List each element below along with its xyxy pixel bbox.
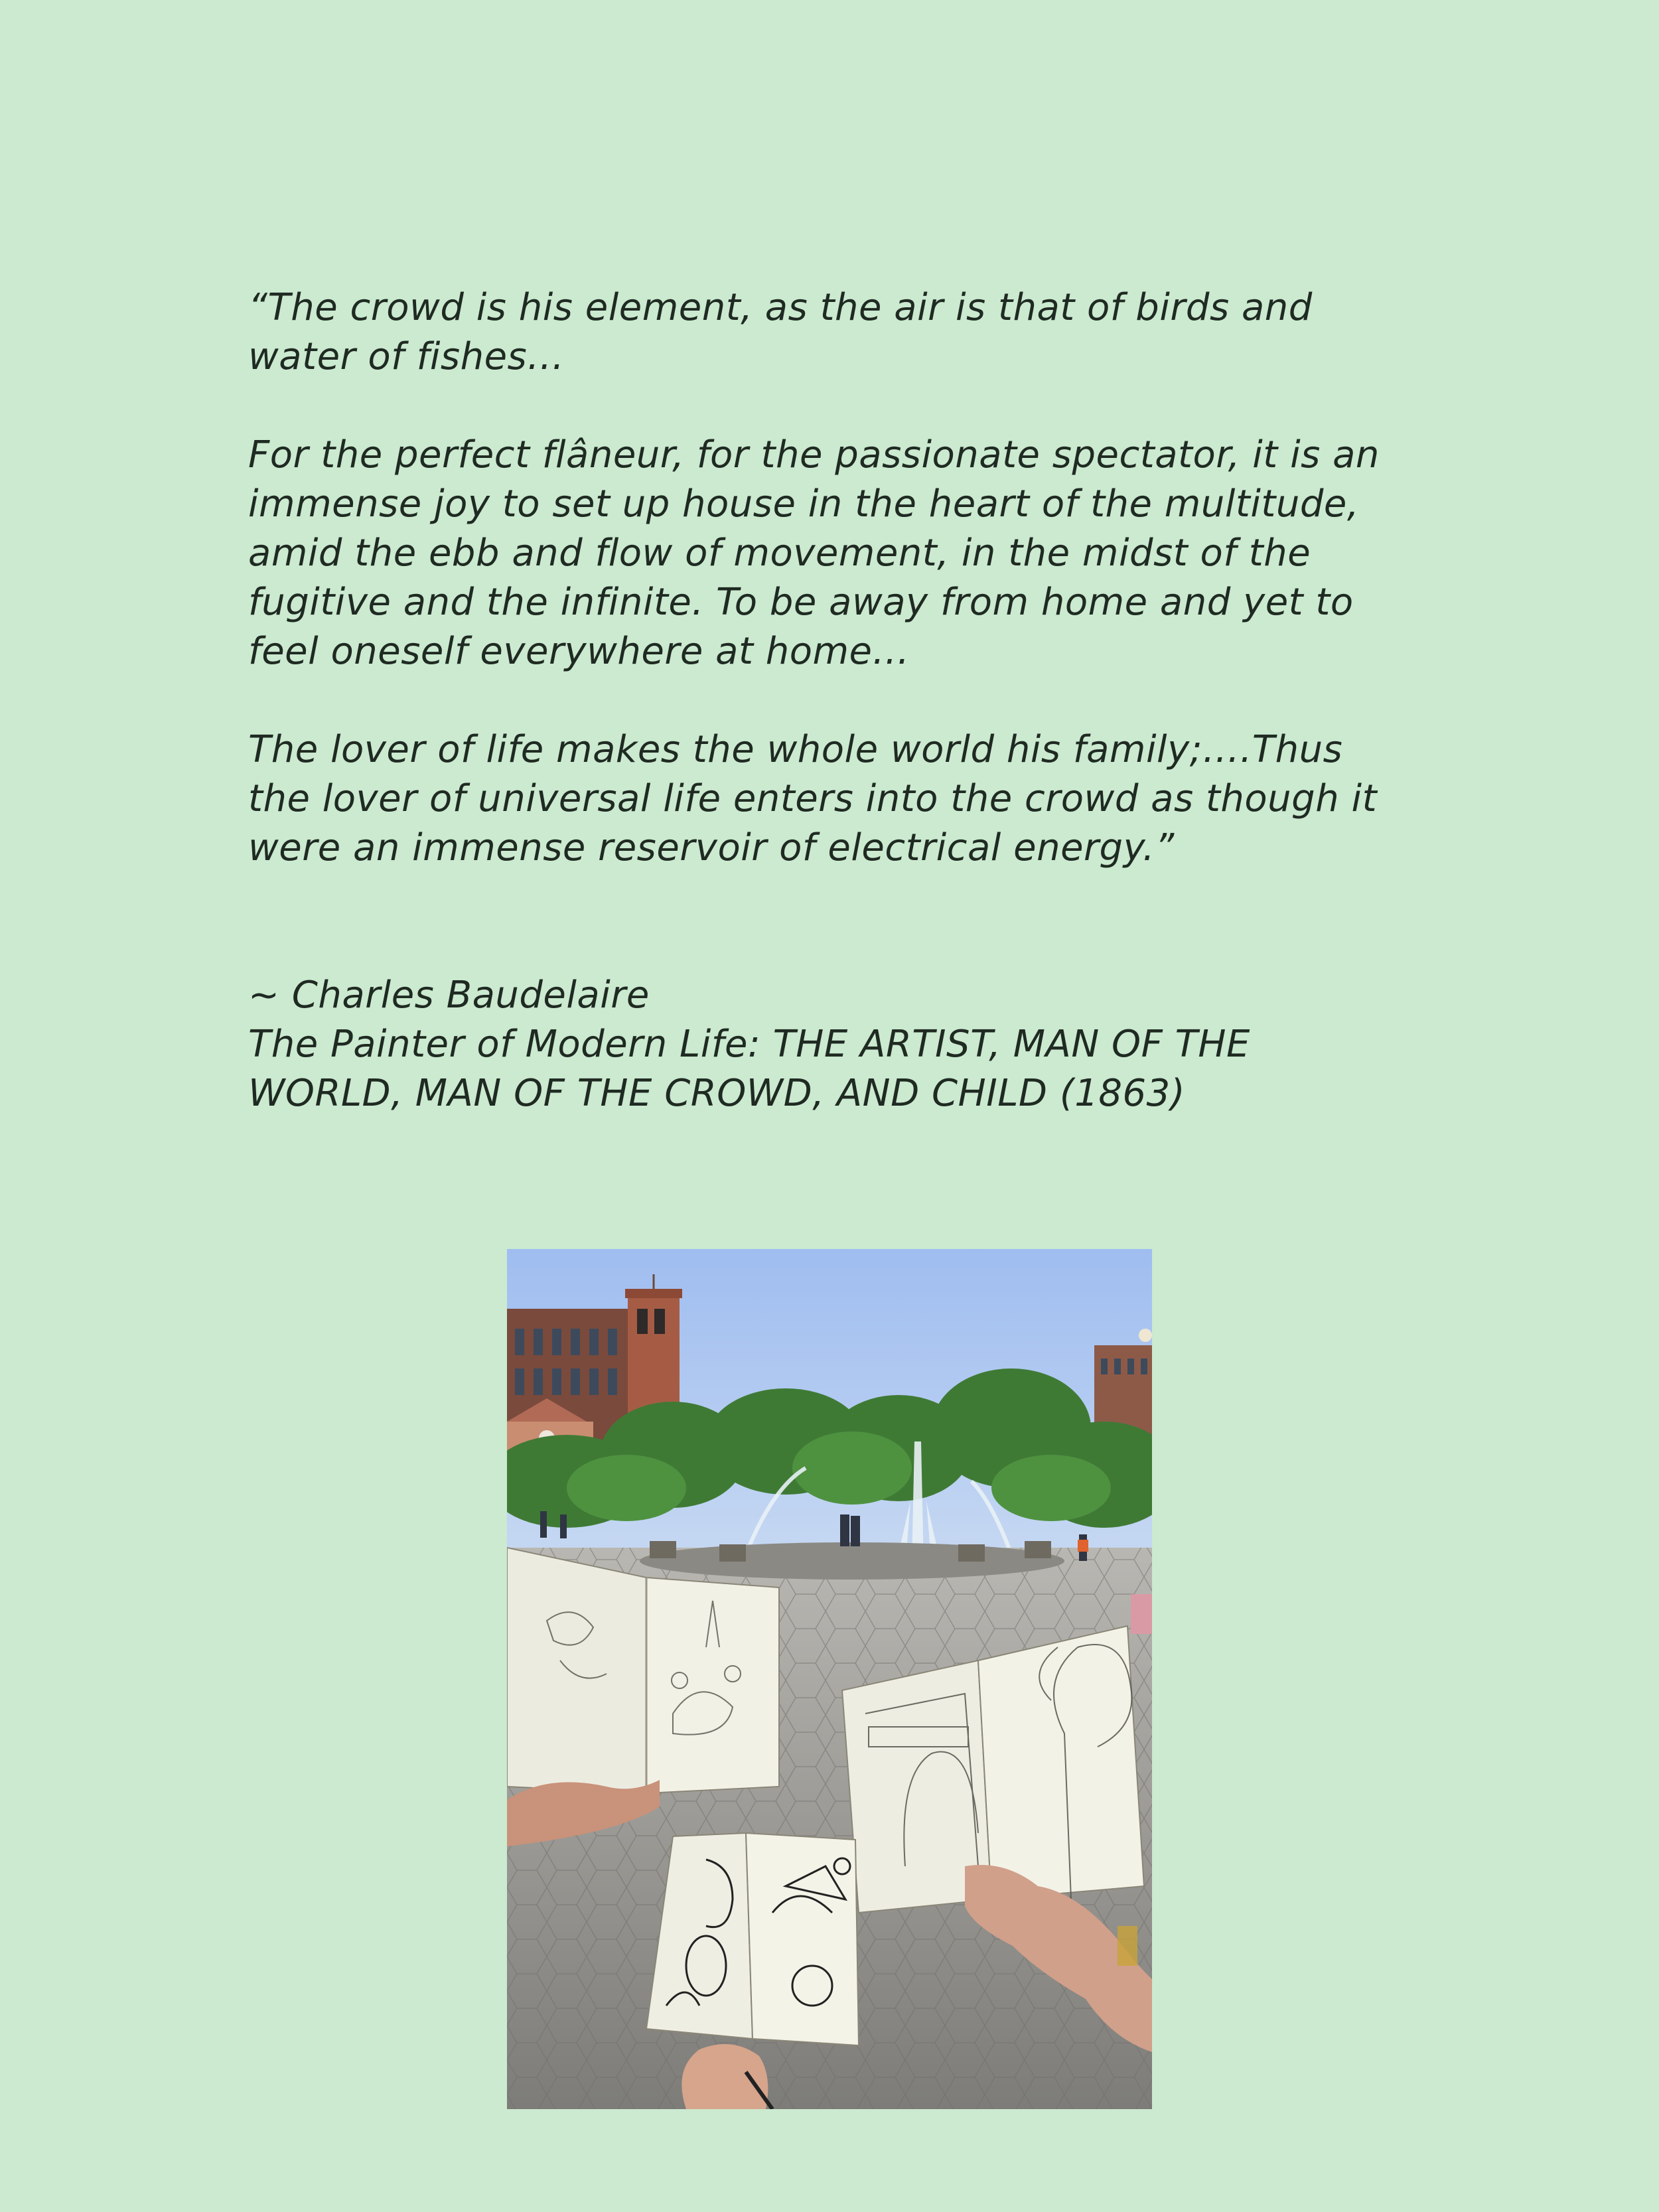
quote: [248, 283, 1416, 873]
quote-paragraph-2: For the perfect flâneur, for the passionate spectator, it is an immense joy to set up house in the heart of the multitude, amid the ebb and flow of movement, in the midst of the fugitive and the infinite. To be away from home and yet to feel oneself everywhere at home…: [248, 433, 1380, 673]
quote-paragraph-3: The lover of life makes the whole world his family;….Thus the lover of universal life enters into the crowd as though it were an immense reservoir of electrical energy.”: [248, 728, 1378, 869]
quote-paragraph-1: “The crowd is his element, as the air is that of birds and water of fishes…: [248, 286, 1313, 378]
work-title: The Painter of Modern Life: THE ARTIST, MAN OF THE WORLD, MAN OF THE CROWD, AND CHILD (1863): [248, 1023, 1250, 1115]
park-sketchbooks-photo: [507, 1249, 1152, 2109]
attribution: [248, 971, 1416, 1118]
author-name: ~ Charles Baudelaire: [248, 974, 650, 1017]
